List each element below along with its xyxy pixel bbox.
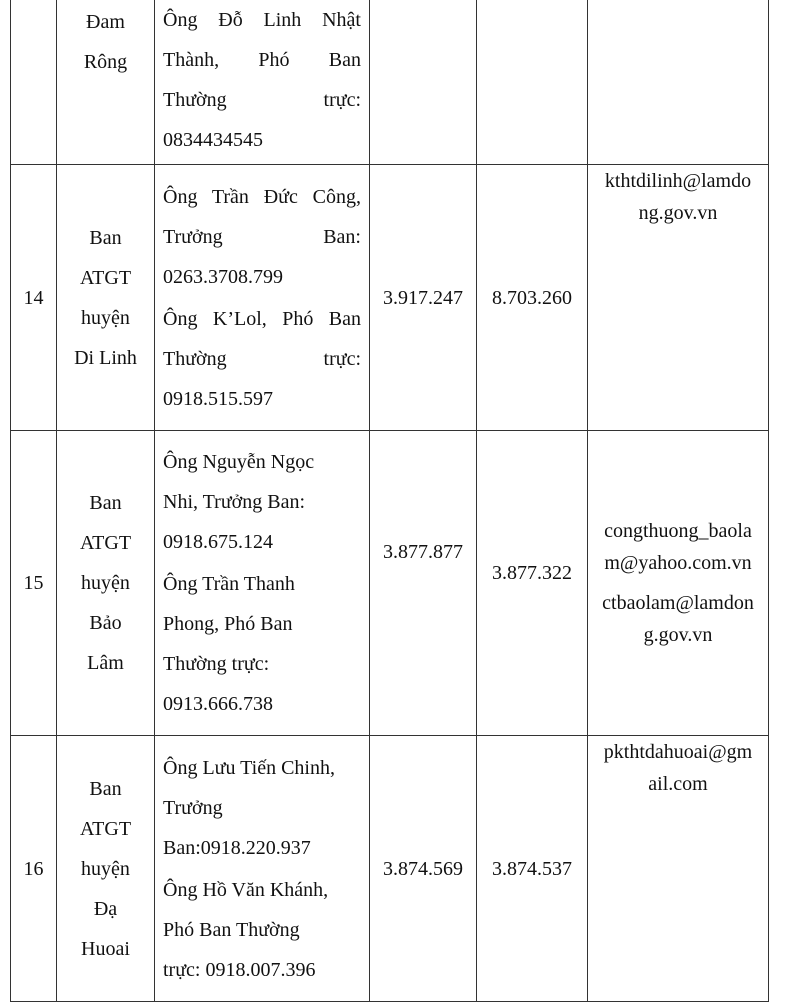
email-address bbox=[588, 165, 769, 431]
row-number bbox=[11, 0, 57, 165]
contact-info-line: trực: 0918.007.396 bbox=[163, 958, 316, 981]
unit-name-line: Ban bbox=[89, 492, 122, 514]
contact-info-line: 0918.675.124 bbox=[163, 531, 273, 553]
contact-table bbox=[10, 0, 769, 1002]
value-column-4 bbox=[370, 0, 477, 165]
row-number: 14 bbox=[11, 165, 57, 431]
email-line: m@yahoo.com.vn bbox=[604, 552, 752, 574]
value-column-5: 8.703.260 bbox=[477, 165, 588, 431]
spacer bbox=[594, 579, 762, 587]
unit-name-line: Huoai bbox=[81, 937, 130, 960]
table-row bbox=[11, 736, 769, 1002]
value-column-4: 3.917.247 bbox=[370, 165, 477, 431]
contact-info-line: Ông Trần Thanh bbox=[163, 573, 295, 595]
contact-info-line: Thường trực: bbox=[163, 347, 361, 370]
value-column-4: 3.874.569 bbox=[370, 736, 477, 1002]
contact-info bbox=[155, 736, 370, 1002]
unit-name-line: huyện bbox=[81, 572, 130, 594]
contact-info-line: Ông Đỗ Linh Nhật bbox=[163, 9, 361, 31]
email-line: ctbaolam@lamdon bbox=[602, 592, 754, 614]
unit-name-line: huyện bbox=[81, 306, 130, 329]
table-row bbox=[11, 431, 769, 736]
contact-info-line: Ban:0918.220.937 bbox=[163, 836, 311, 859]
contact-info-line: Ông Lưu Tiến Chinh, bbox=[163, 756, 335, 779]
table-row bbox=[11, 0, 769, 165]
unit-name-line: ATGT bbox=[79, 266, 132, 289]
email-line: kthtdilinh@lamdo bbox=[604, 170, 752, 192]
contact-info-line: Phong, Phó Ban bbox=[163, 613, 293, 635]
contact-info-line: Thường trực: bbox=[163, 653, 270, 675]
contact-info-line: Thường trực: bbox=[163, 89, 361, 111]
value-column-4: 3.877.877 bbox=[370, 431, 477, 736]
unit-name bbox=[57, 0, 155, 165]
email-address bbox=[588, 0, 769, 165]
contact-info-line: Ông Hồ Văn Khánh, bbox=[163, 878, 329, 901]
row-number: 16 bbox=[11, 736, 57, 1002]
value-column-5 bbox=[477, 0, 588, 165]
unit-name bbox=[57, 165, 155, 431]
contact-info-line: 0918.515.597 bbox=[163, 387, 273, 410]
unit-name-line: Rông bbox=[83, 51, 128, 73]
unit-name-line: Ban bbox=[89, 226, 122, 249]
value-column-5: 3.874.537 bbox=[477, 736, 588, 1002]
contact-info-line: Trưởng Ban: bbox=[163, 225, 361, 248]
contact-info-line: 0263.3708.799 bbox=[163, 265, 283, 288]
contact-info bbox=[155, 431, 370, 736]
contact-info-line: 0834434545 bbox=[163, 129, 263, 151]
email-line: ail.com bbox=[648, 773, 708, 795]
unit-name bbox=[57, 736, 155, 1002]
unit-name-line: ATGT bbox=[79, 532, 132, 554]
email-line: pkthtdahuoai@gm bbox=[603, 741, 753, 763]
unit-name bbox=[57, 431, 155, 736]
table-body bbox=[11, 0, 769, 1002]
contact-info-line: Ông K’Lol, Phó Ban bbox=[163, 307, 361, 330]
table-row bbox=[11, 165, 769, 431]
contact-info-line: Phó Ban Thường bbox=[163, 918, 300, 941]
contact-info-line: Trưởng bbox=[163, 796, 223, 819]
unit-name-line: Bảo bbox=[89, 612, 122, 634]
contact-info bbox=[155, 165, 370, 431]
unit-name-line: Ban bbox=[89, 777, 122, 800]
contact-info-line: Thành, Phó Ban bbox=[163, 49, 361, 71]
unit-name-line: Đạ bbox=[93, 897, 118, 920]
contact-info-line: Ông Trần Đức Công, bbox=[163, 185, 361, 208]
contact-info-line: Ông Nguyễn Ngọc bbox=[163, 451, 315, 473]
contact-info-line: 0913.666.738 bbox=[163, 693, 273, 715]
unit-name-line: Di Linh bbox=[74, 346, 137, 369]
email-address bbox=[588, 431, 769, 736]
email-line: ng.gov.vn bbox=[638, 202, 718, 224]
unit-name-line: huyện bbox=[81, 857, 130, 880]
email-line: g.gov.vn bbox=[643, 624, 713, 646]
contact-info bbox=[155, 0, 370, 165]
email-line: congthuong_baola bbox=[604, 520, 752, 542]
unit-name-line: ATGT bbox=[79, 817, 132, 840]
row-number: 15 bbox=[11, 431, 57, 736]
unit-name-line: Lâm bbox=[87, 652, 124, 674]
email-address bbox=[588, 736, 769, 1002]
contact-info-line: Nhi, Trưởng Ban: bbox=[163, 491, 306, 513]
unit-name-line: Đam bbox=[86, 11, 125, 33]
value-column-5: 3.877.322 bbox=[477, 431, 588, 736]
